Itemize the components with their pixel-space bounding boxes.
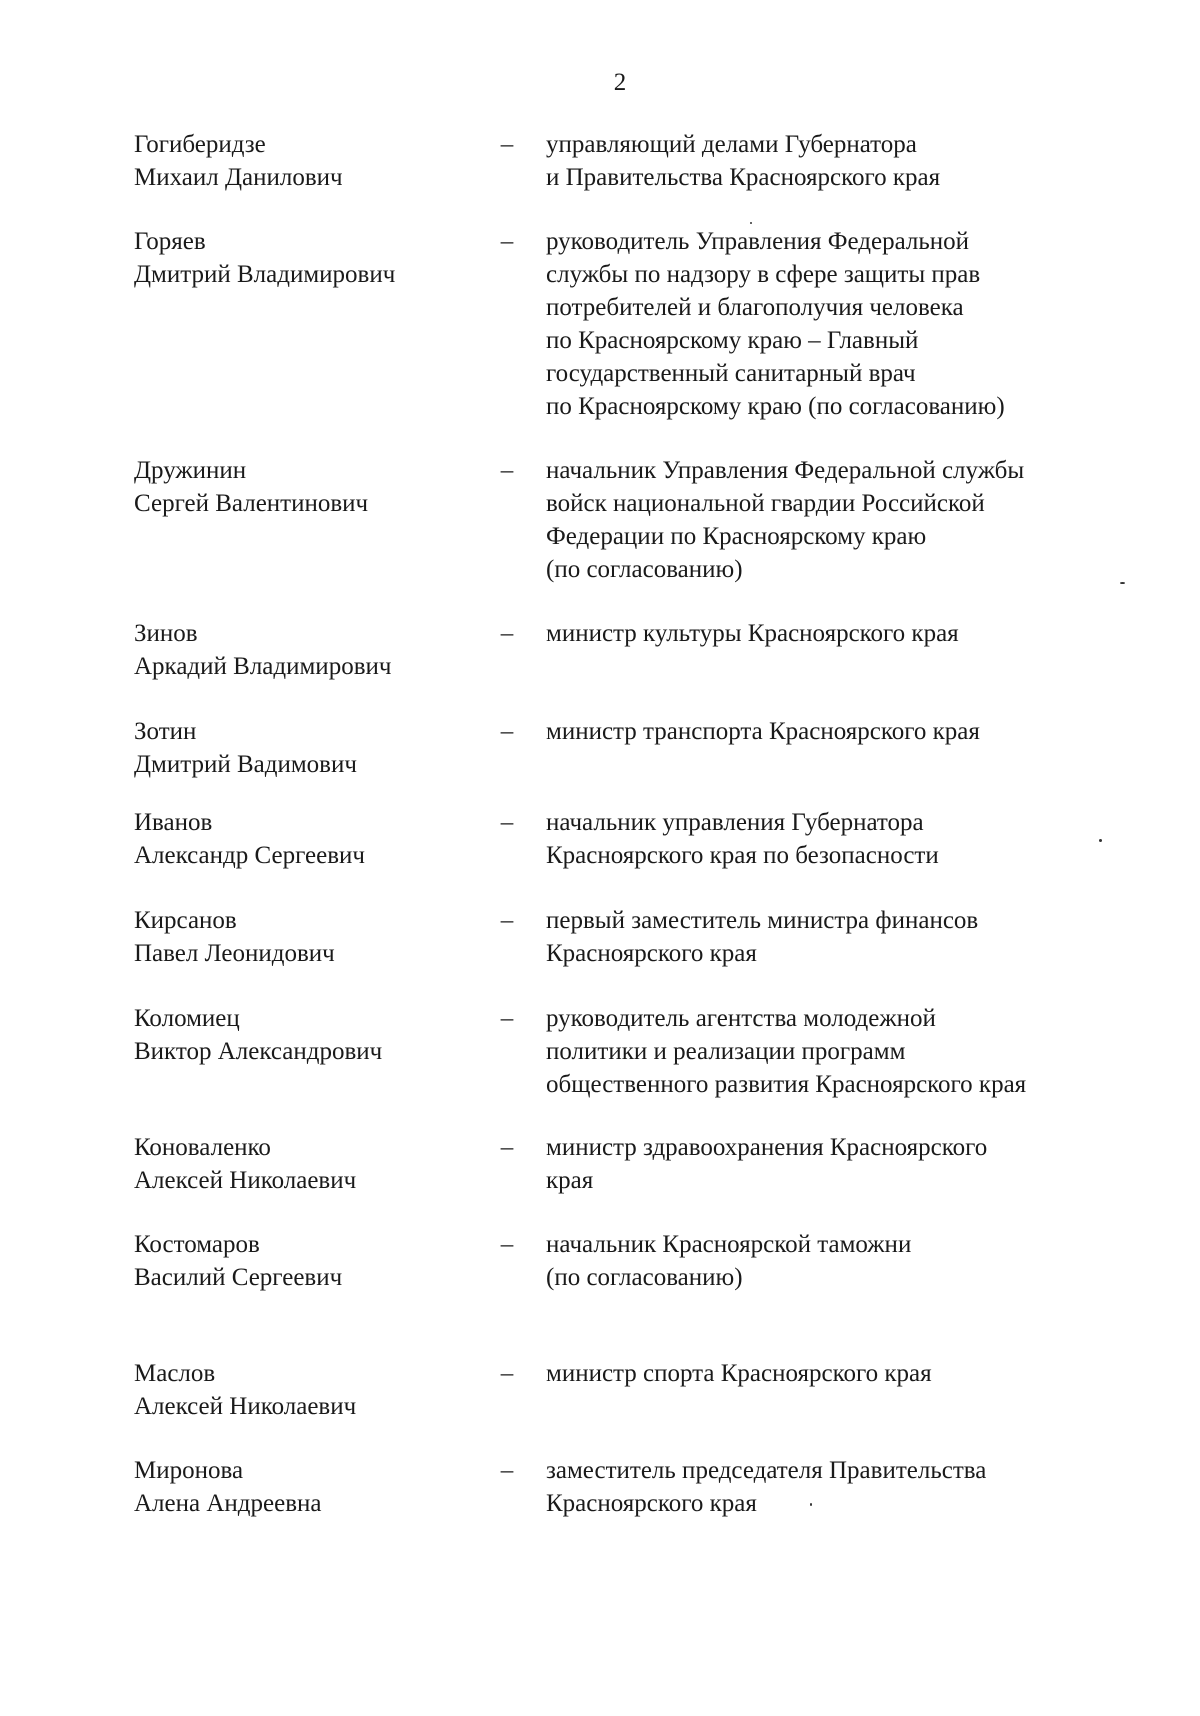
- dash-separator: –: [500, 620, 514, 647]
- surname: Коломиец: [134, 1005, 240, 1032]
- dash-separator: –: [500, 1231, 514, 1258]
- position-title: министр спорта Красноярского края: [546, 1360, 932, 1387]
- dash-separator: –: [500, 718, 514, 745]
- given-names: Михаил Данилович: [134, 164, 343, 191]
- person-name: [134, 904, 474, 970]
- surname: Маслов: [134, 1360, 216, 1387]
- scan-speck: [1099, 839, 1102, 842]
- position-title: начальник Управления Федеральной службы войск национальной гвардии Российской Федерации по Красноярскому краю (по согласованию): [546, 457, 1025, 583]
- dash-separator: –: [500, 1005, 514, 1032]
- person-name: [134, 1131, 474, 1197]
- person-name: [134, 225, 474, 291]
- given-names: Василий Сергеевич: [134, 1264, 343, 1291]
- surname: Миронова: [134, 1457, 244, 1484]
- surname: Зотин: [134, 718, 197, 745]
- given-names: Аркадий Владимирович: [134, 653, 392, 680]
- dash-separator: –: [500, 907, 514, 934]
- person-name: [134, 617, 474, 683]
- given-names: Павел Леонидович: [134, 940, 335, 967]
- position-title: первый заместитель министра финансов Красноярского края: [546, 907, 979, 967]
- position-title: руководитель агентства молодежной политики и реализации программ общественного развития Красноярского края: [546, 1005, 1027, 1098]
- person-name: [134, 1454, 474, 1520]
- position-title: министр здравоохранения Красноярского края: [546, 1134, 988, 1194]
- given-names: Алексей Николаевич: [134, 1167, 357, 1194]
- surname: Кирсанов: [134, 907, 237, 934]
- person-name: [134, 806, 474, 872]
- scan-speck: [750, 222, 752, 224]
- person-name: [134, 454, 474, 520]
- dash-separator: –: [500, 131, 514, 158]
- person-name: [134, 128, 474, 194]
- position-title: начальник Красноярской таможни (по согласованию): [546, 1231, 912, 1291]
- given-names: Алексей Николаевич: [134, 1393, 357, 1420]
- surname: Иванов: [134, 809, 213, 836]
- surname: Дружинин: [134, 457, 247, 484]
- position-title: руководитель Управления Федеральной службы по надзору в сфере защиты прав потребителей и благополучия человека по Красноярскому краю – Главный государственный санитарный врач по Красноярскому краю (по согласованию): [546, 228, 1005, 420]
- dash-separator: –: [500, 1457, 514, 1484]
- dash-separator: –: [500, 457, 514, 484]
- person-name: [134, 1228, 474, 1294]
- page-number: 2: [613, 69, 627, 96]
- scan-speck: [810, 1503, 812, 1506]
- given-names: Алена Андреевна: [134, 1490, 322, 1517]
- given-names: Дмитрий Владимирович: [134, 261, 396, 288]
- dash-separator: –: [500, 1360, 514, 1387]
- position-title: заместитель председателя Правительства Красноярского края: [546, 1457, 987, 1517]
- dash-separator: –: [500, 1134, 514, 1161]
- position-title: начальник управления Губернатора Красноярского края по безопасности: [546, 809, 939, 869]
- person-name: [134, 1002, 474, 1068]
- surname: Гогиберидзе: [134, 131, 266, 158]
- position-title: управляющий делами Губернатора и Правительства Красноярского края: [546, 131, 941, 191]
- dash-separator: –: [500, 809, 514, 836]
- given-names: Дмитрий Вадимович: [134, 751, 357, 778]
- surname: Горяев: [134, 228, 206, 255]
- position-title: министр транспорта Красноярского края: [546, 718, 980, 745]
- surname: Зинов: [134, 620, 198, 647]
- given-names: Виктор Александрович: [134, 1038, 383, 1065]
- surname: Костомаров: [134, 1231, 260, 1258]
- person-name: [134, 1357, 474, 1423]
- dash-separator: –: [500, 228, 514, 255]
- position-title: министр культуры Красноярского края: [546, 620, 959, 647]
- person-name: [134, 715, 474, 781]
- surname: Коноваленко: [134, 1134, 271, 1161]
- given-names: Сергей Валентинович: [134, 490, 369, 517]
- scan-speck: [1120, 582, 1125, 584]
- given-names: Александр Сергеевич: [134, 842, 365, 869]
